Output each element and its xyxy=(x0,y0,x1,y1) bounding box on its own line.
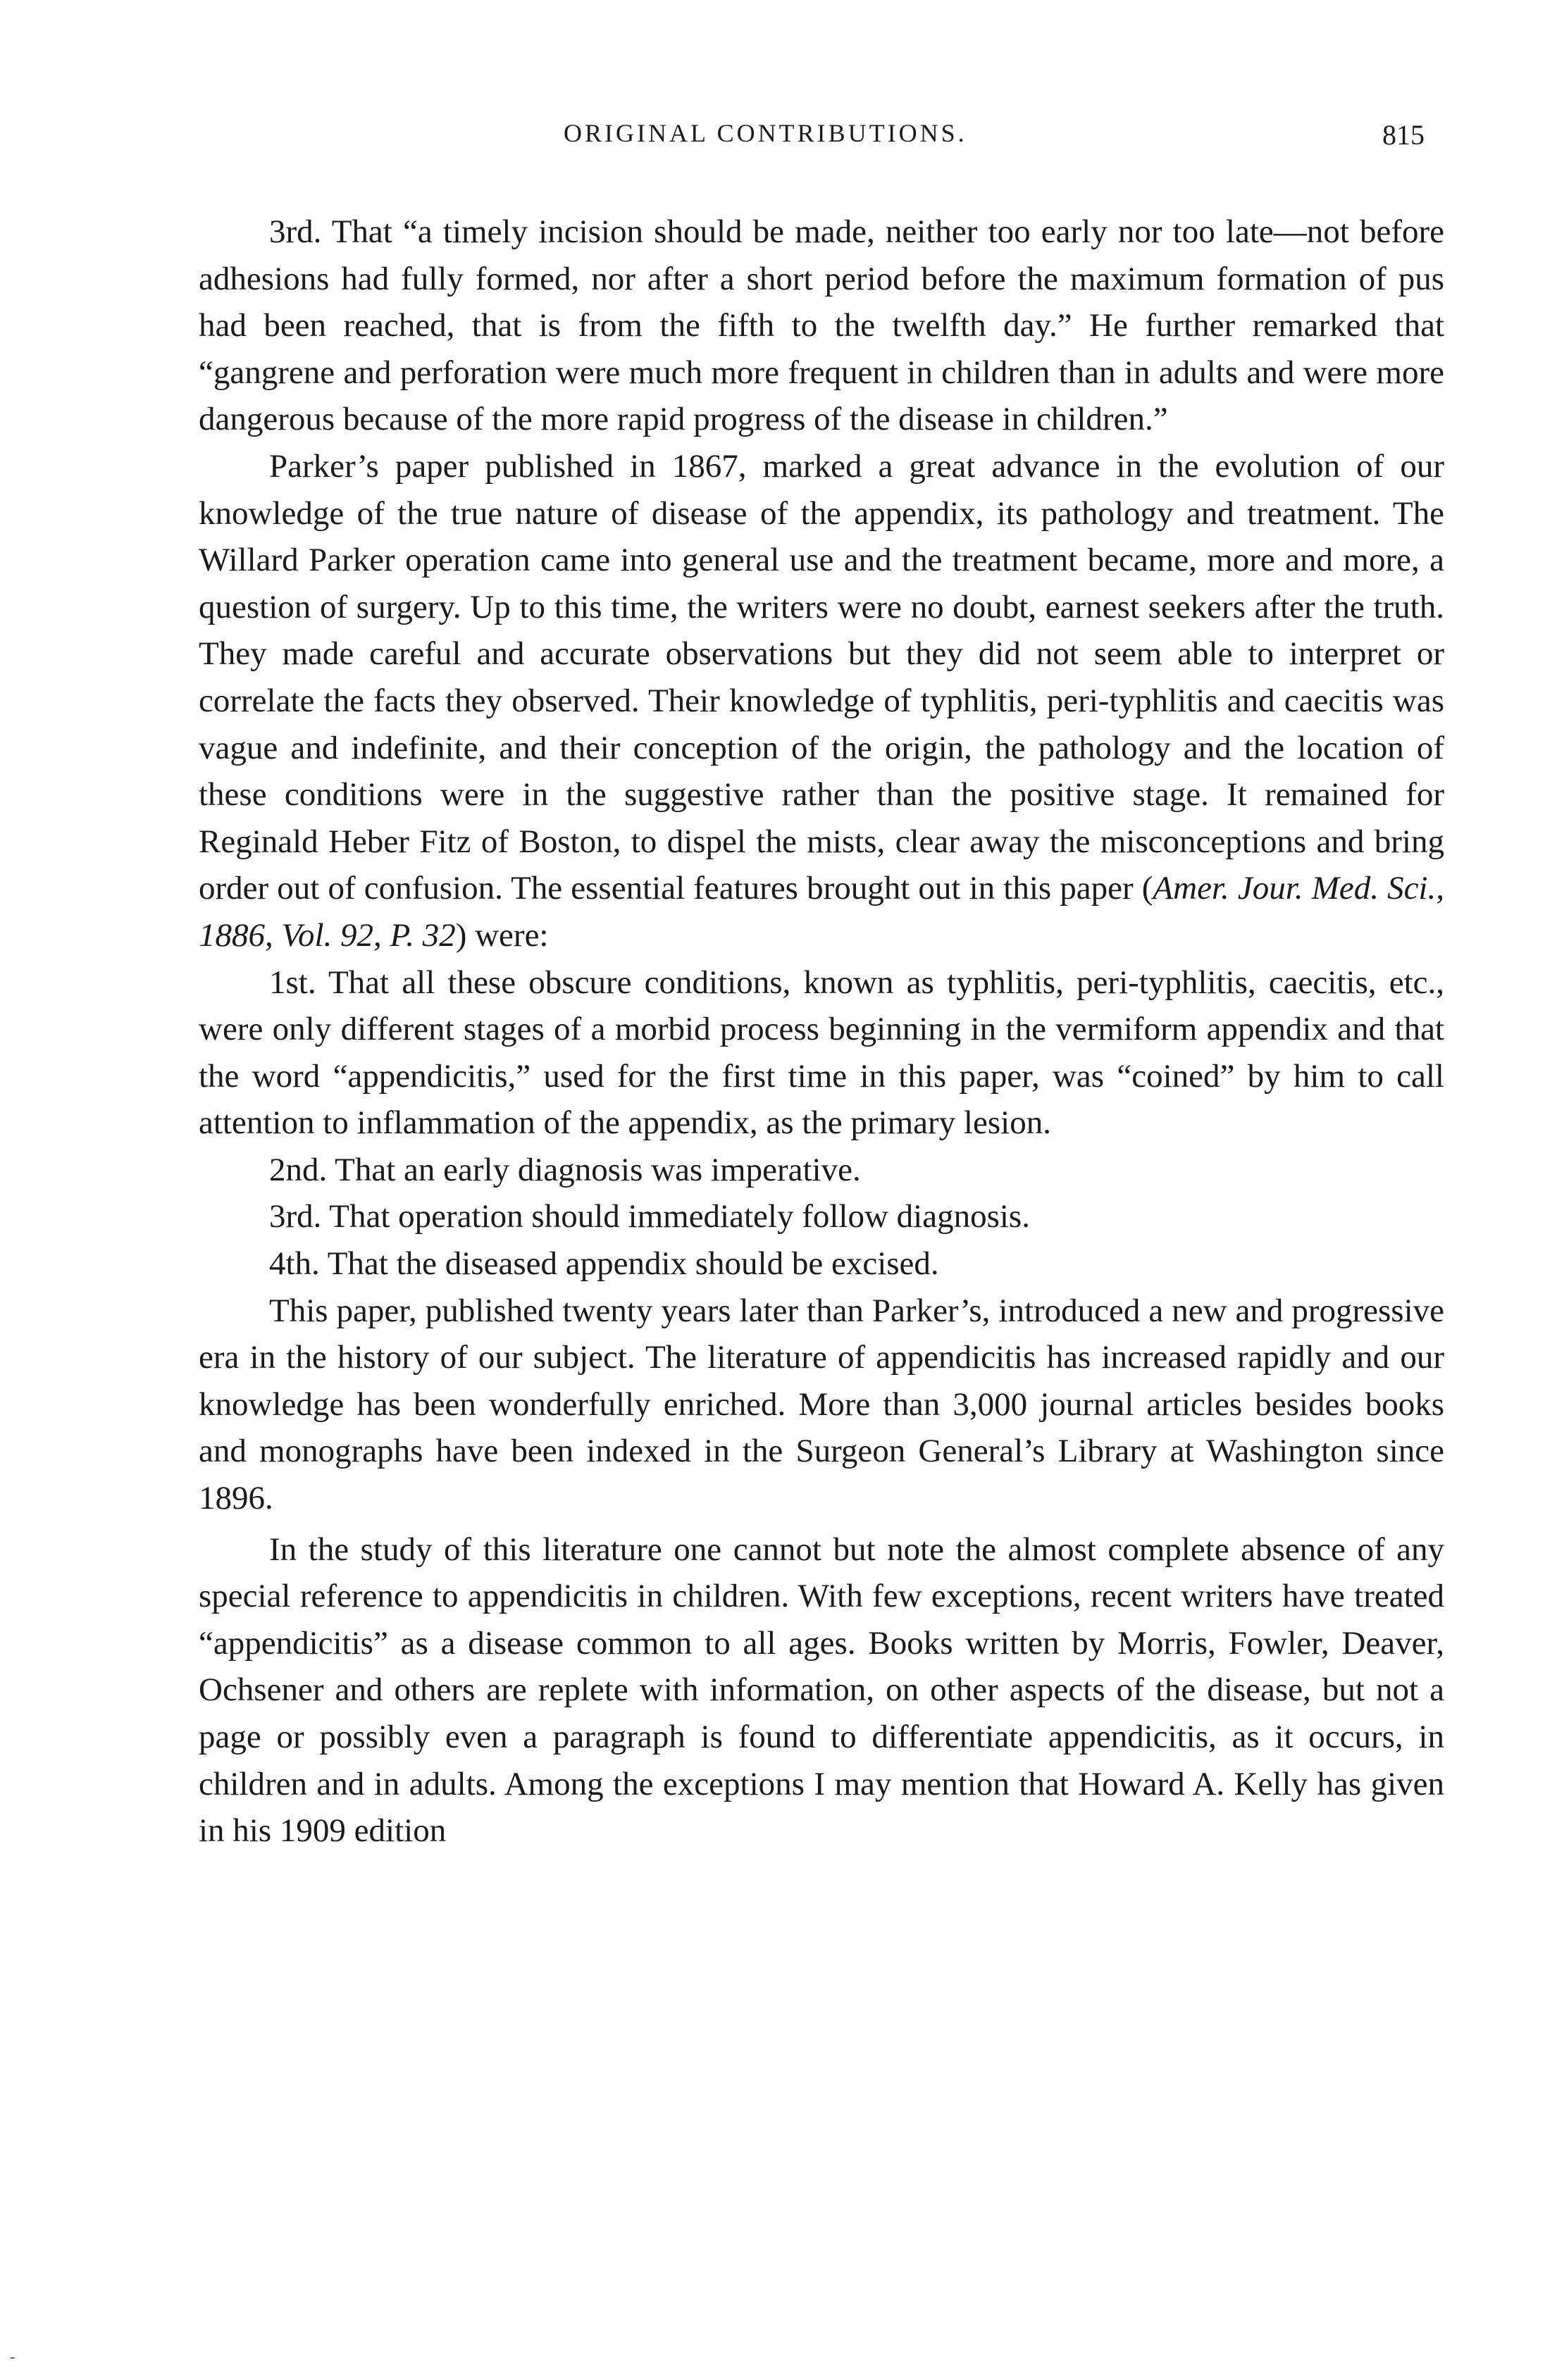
list-item-second: 2nd. That an early diagnosis was imperative. xyxy=(269,1151,861,1188)
list-item-first: 1st. That all these obscure conditions, known as typhlitis, peri-typhlitis, caecitis, etc., were only different stages of a morbid process beginning in the vermiform appendix and that the word “appendicitis,” used for the first time in this paper, was “coined” by him to call attention to inflammation of the appendix, as the primary lesion. xyxy=(199,964,1444,1142)
list-item-fourth: 4th. That the diseased appendix should be excised. xyxy=(269,1245,939,1283)
paragraph-parker-text: Parker’s paper published in 1867, marked a great advance in the evolution of our knowledge of the true nature of disease of the appendix, its pathology and treatment. The Willard Parker operation came into general use and the treatment became, more and more, a question of surgery. Up to this time, the writers were no doubt, earnest seekers after the truth. They made careful and accurate observations but they did not seem able to interpret or correlate the facts they observed. Their knowledge of typhlitis, peri-typhlitis and caecitis was vague and indefinite, and their conception of the origin, the pathology and the location of these conditions were in the suggestive rather than the positive stage. It remained for Reginald Heber Fitz of Boston, to dispel the mists, clear away the misconceptions and bring order out of confusion. The essential features brought out in this paper ( xyxy=(199,447,1444,907)
paragraph-third-point: 3rd. That “a timely incision should be made, neither too early nor too late—not before adhesions had fully formed, nor after a short period before the maximum formation of pus had been reached, that is from the fifth to the twelfth day.” He further remarked that “gangrene and perforation were much more frequent in children than in adults and were more dangerous because of the more rapid progress of the disease in children.” xyxy=(199,213,1444,438)
body-text xyxy=(199,208,1444,1855)
page-number: 815 xyxy=(1382,119,1425,151)
page-header xyxy=(0,118,1557,161)
paragraph-literature: This paper, published twenty years later than Parker’s, introduced a new and progressive era in the history of our subject. The literature of appendicitis has increased rapidly and our knowledge has been wonderfully enriched. More than 3,000 journal articles besides books and monographs have been indexed in the Surgeon General’s Library at Washington since 1896. xyxy=(199,1292,1444,1517)
paragraph-children: In the study of this literature one cannot but note the almost complete absence of any special reference to appendicitis in children. With few exceptions, recent writers have treated “appendicitis” as a disease common to all ages. Books written by Morris, Fowler, Deaver, Ochsener and others are replete with information, on other aspects of the disease, but not a page or possibly even a paragraph is found to differentiate appendicitis, as it occurs, in children and in adults. Among the exceptions I may mention that Howard A. Kelly has given in his 1909 edition xyxy=(199,1531,1444,1850)
paragraph-parker-tail: ) were: xyxy=(455,916,549,954)
list-item-third: 3rd. That operation should immediately follow diagnosis. xyxy=(269,1198,1030,1235)
running-head: ORIGINAL CONTRIBUTIONS. xyxy=(564,119,967,147)
journal-citation: Amer. Jour. Med. Sci., 1886, Vol. 92, P. 32 xyxy=(199,870,1444,954)
paragraph-parker-fitz xyxy=(199,443,1444,959)
stray-mark: - xyxy=(10,2348,15,2365)
